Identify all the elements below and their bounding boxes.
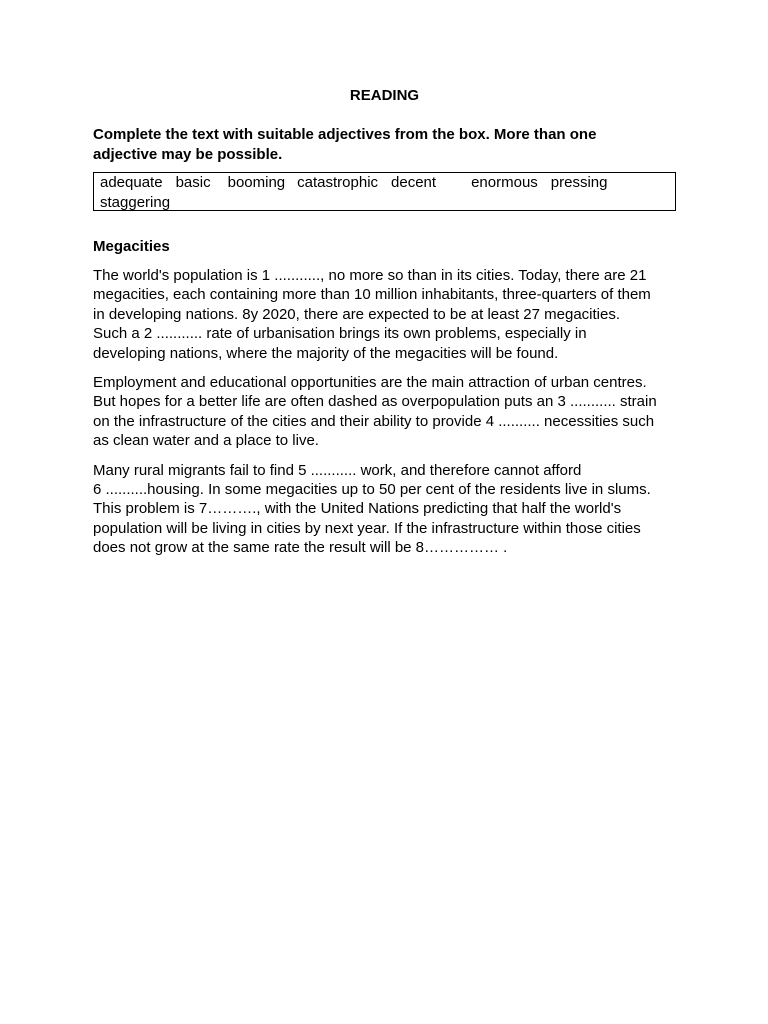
text-line: in developing nations. 8y 2020, there are expected to be at least 27 megacities. [93, 305, 621, 323]
paragraph-3 [93, 461, 676, 558]
text-line: The world's population is 1 ..........., no more so than in its cities. Today, there are 21 [93, 267, 647, 284]
paragraph-2 [93, 373, 676, 451]
text-line: as clean water and a place to live. [93, 432, 319, 450]
instructions [93, 125, 676, 165]
text-line: developing nations, where the majority of the megacities will be found. [93, 344, 559, 362]
adjective-word-box [93, 172, 676, 211]
word-box-item: adequate [100, 174, 163, 191]
section-heading: Megacities [93, 238, 170, 255]
instructions-line: Complete the text with suitable adjectives from the box. More than one [93, 126, 597, 143]
text-line: Such a 2 ........... rate of urbanisation brings its own problems, especially in [93, 325, 587, 343]
text-line: population will be living in cities by next year. If the infrastructure within those cities [93, 519, 641, 537]
word-box-item: staggering [100, 194, 171, 211]
worksheet [93, 86, 676, 558]
text-line: Employment and educational opportunities are the main attraction of urban centres. [93, 374, 647, 392]
word-box-item: basic [175, 174, 211, 191]
text-line: 6 ..........housing. In some megacities up to 50 per cent of the residents live in slums. [93, 481, 651, 499]
word-box-item: enormous [471, 174, 538, 191]
instructions-line: adjective may be possible. [93, 146, 283, 163]
word-box-item: pressing [550, 174, 608, 191]
text-line: Many rural migrants fail to find 5 ........... work, and therefore cannot afford [93, 461, 582, 479]
word-box-item: catastrophic [297, 174, 379, 191]
text-line: This problem is 7………., with the United Nations predicting that half the world's [93, 500, 622, 518]
page-title: READING [349, 87, 420, 104]
paragraph-1 [93, 266, 676, 363]
word-box-item: decent [391, 174, 437, 191]
text-line: But hopes for a better life are often dashed as overpopulation puts an 3 ........... strain [93, 393, 657, 411]
word-box-item: booming [227, 174, 286, 191]
text-line: megacities, each containing more than 10 million inhabitants, three-quarters of them [93, 286, 651, 304]
text-line: on the infrastructure of the cities and their ability to provide 4 .......... necessities such [93, 412, 655, 430]
text-line: does not grow at the same rate the result will be 8…………… . [93, 539, 508, 557]
